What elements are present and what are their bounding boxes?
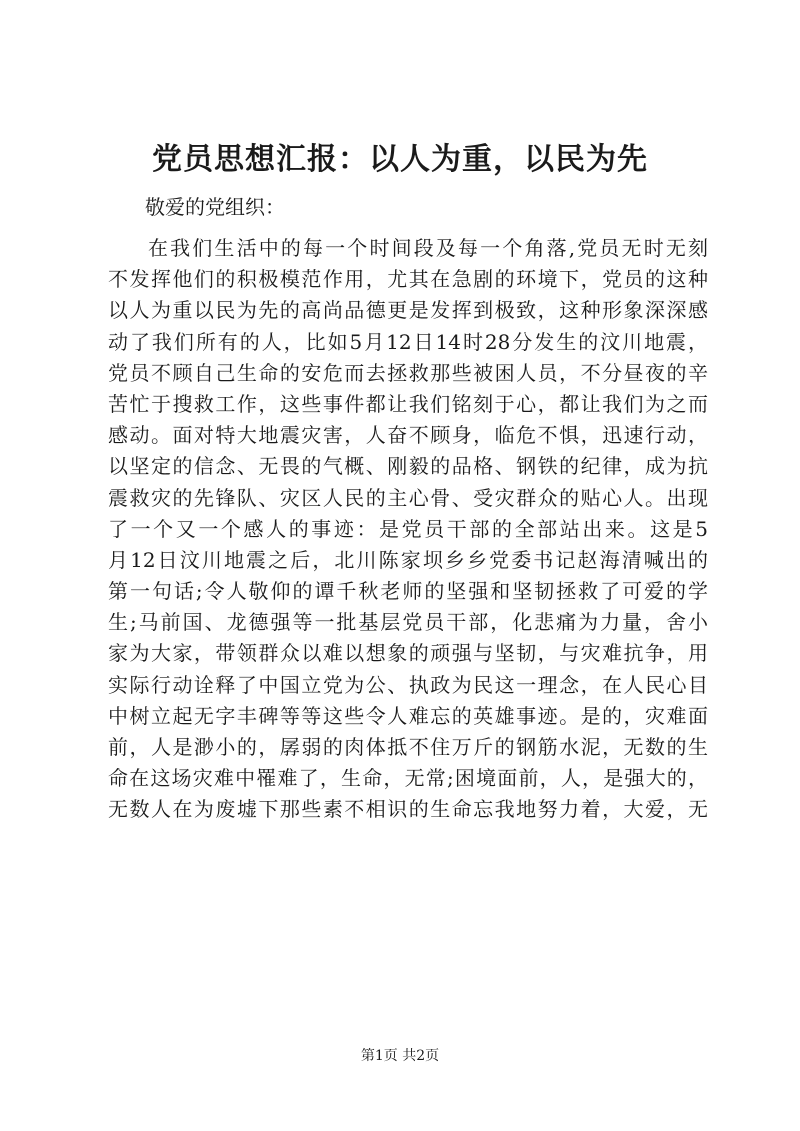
paragraph-line: 以人为重以民为先的高尚品德更是发挥到极致，这种形象深深感 — [108, 298, 708, 323]
paragraph-line: 在我们生活中的每一个时间段及每一个角落,党员无时无刻 — [148, 236, 708, 260]
paragraph-line: 前，人是渺小的，孱弱的肉体抵不住万斤的钢筋水泥，无数的生 — [108, 735, 708, 759]
paragraph-line: 生;马前国、龙德强等一批基层党员干部，化悲痛为力量，舍小 — [108, 610, 708, 635]
paragraph-line: 苦忙于搜救工作，这些事件都让我们铭刻于心，都让我们为之而 — [108, 391, 708, 416]
paragraph-line: 以坚定的信念、无畏的气概、刚毅的品格、钢铁的纪律，成为抗 — [108, 454, 708, 479]
paragraph-line: 不发挥他们的积极模范作用，尤其在急剧的环境下，党员的这种 — [108, 267, 708, 292]
paragraph-line: 命在这场灾难中罹难了，生命，无常;困境面前，人，是强大的， — [108, 766, 708, 791]
paragraph-line: 第一句话;令人敬仰的谭千秋老师的坚强和坚韧拯救了可爱的学 — [108, 579, 708, 604]
paragraph-line: 动了我们所有的人，比如5月12日14时28分发生的汶川地震， — [108, 329, 708, 354]
paragraph-line: 月12日汶川地震之后，北川陈家坝乡乡党委书记赵海清喊出的 — [108, 547, 708, 572]
paragraph-line: 感动。面对特大地震灾害，人奋不顾身，临危不惧，迅速行动， — [108, 423, 708, 448]
paragraph-line: 党员不顾自己生命的安危而去拯救那些被困人员，不分昼夜的辛 — [108, 360, 708, 385]
paragraph-line: 家为大家，带领群众以难以想象的顽强与坚韧，与灾难抗争，用 — [108, 641, 708, 666]
document-title: 党员思想汇报：以人为重，以民为先 — [152, 142, 648, 177]
body-paragraph — [108, 233, 708, 826]
paragraph-line: 无数人在为废墟下那些素不相识的生命忘我地努力着，大爱，无 — [108, 797, 708, 822]
paragraph-line: 实际行动诠释了中国立党为公、执政为民这一理念，在人民心目 — [108, 672, 708, 697]
paragraph-line: 中树立起无字丰碑等等这些令人难忘的英雄事迹。是的，灾难面 — [108, 703, 708, 728]
page-footer: 第1页 共2页 — [360, 1048, 440, 1064]
paragraph-line: 了一个又一个感人的事迹：是党员干部的全部站出来。这是5 — [108, 516, 708, 541]
salutation: 敬爱的党组织： — [145, 195, 285, 219]
paragraph-line: 震救灾的先锋队、灾区人民的主心骨、受灾群众的贴心人。出现 — [108, 485, 708, 510]
